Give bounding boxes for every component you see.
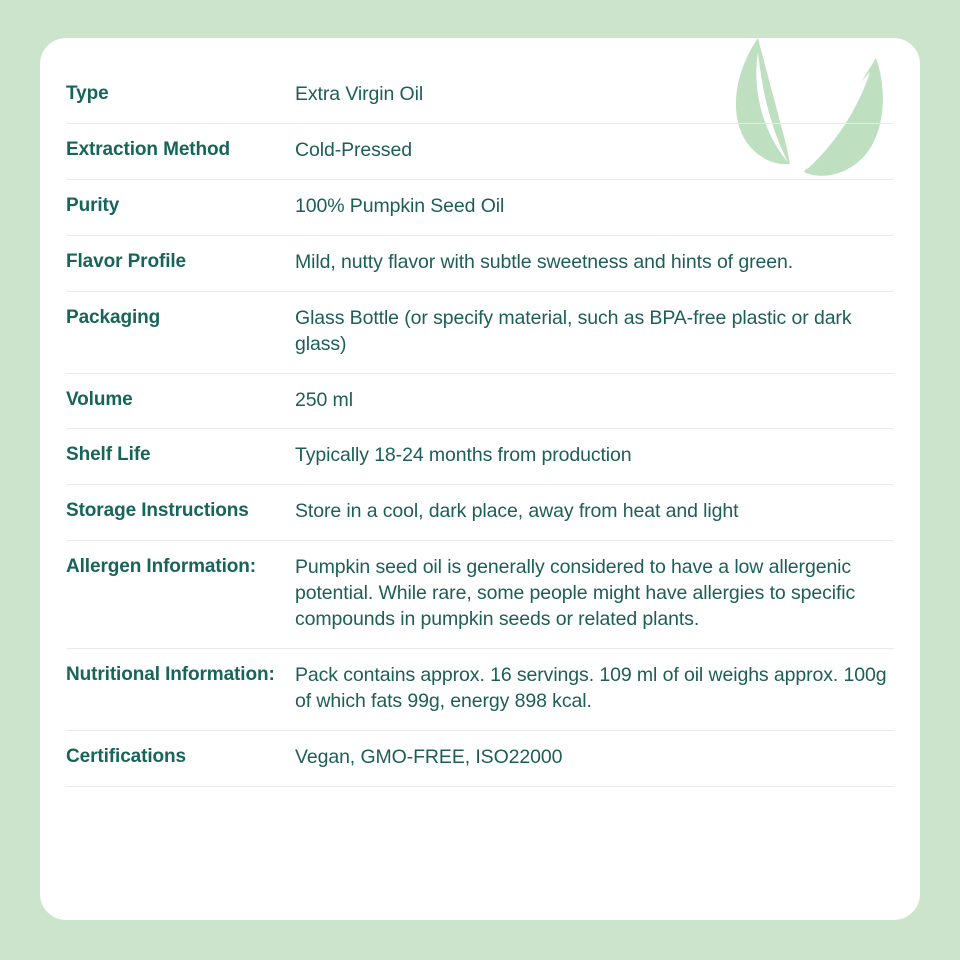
spec-label: Shelf Life — [66, 444, 151, 466]
spec-value: Mild, nutty flavor with subtle sweetness and hints of green. — [295, 250, 794, 273]
table-row — [66, 373, 894, 429]
table-row — [66, 649, 894, 731]
spec-label: Type — [66, 83, 109, 104]
spec-label: Allergen Information: — [66, 556, 257, 578]
spec-value: Typically 18-24 months from production — [295, 444, 632, 467]
spec-label: Certifications — [66, 745, 187, 767]
spec-label: Extraction Method — [66, 138, 231, 160]
table-row — [66, 68, 894, 123]
table-row — [66, 485, 894, 541]
spec-value: Store in a cool, dark place, away from heat and light — [295, 500, 739, 523]
spec-table-body — [66, 68, 894, 786]
table-row — [66, 179, 894, 235]
table-row — [66, 123, 894, 179]
spec-value: Pack contains approx. 16 servings. 109 ml of oil weighs approx. 100g of which fats 99g, energy 898 kcal. — [295, 664, 887, 712]
table-row — [66, 541, 894, 649]
spec-value: Pumpkin seed oil is generally considered to have a low allergenic potential. While rare, some people might have allergies to specific compounds in pumpkin seeds or related plants. — [295, 556, 856, 631]
spec-value: Glass Bottle (or specify material, such as BPA-free plastic or dark glass) — [295, 306, 852, 355]
table-row — [66, 235, 894, 291]
spec-label: Purity — [66, 194, 120, 216]
table-row — [66, 730, 894, 786]
spec-card — [40, 38, 920, 920]
spec-value: Extra Virgin Oil — [295, 83, 424, 105]
table-row — [66, 291, 894, 373]
spec-value: 250 ml — [295, 388, 353, 411]
spec-table — [66, 68, 894, 787]
table-row — [66, 429, 894, 485]
spec-label: Volume — [66, 388, 133, 410]
spec-label: Storage Instructions — [66, 500, 249, 522]
spec-label: Flavor Profile — [66, 250, 187, 272]
spec-label: Packaging — [66, 306, 161, 328]
spec-value: 100% Pumpkin Seed Oil — [295, 194, 505, 217]
spec-value: Vegan, GMO-FREE, ISO22000 — [295, 745, 563, 768]
spec-value: Cold-Pressed — [295, 138, 412, 161]
spec-label: Nutritional Information: — [66, 664, 275, 686]
